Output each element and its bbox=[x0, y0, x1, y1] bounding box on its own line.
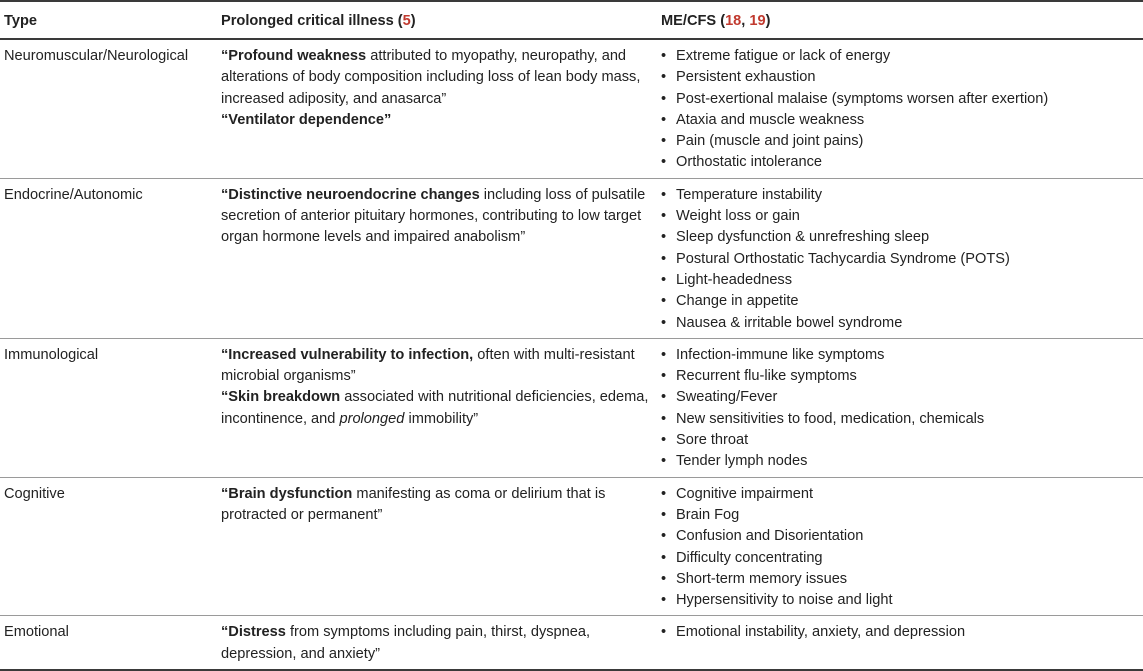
list-item bbox=[661, 110, 1137, 131]
symptom-list bbox=[661, 345, 1137, 473]
bullet-icon: • bbox=[661, 432, 667, 449]
cell-type: Endocrine/Autonomic bbox=[0, 178, 215, 338]
symptom-text: Ataxia and muscle weakness bbox=[676, 111, 865, 128]
cell-prolonged-critical-illness bbox=[215, 39, 655, 178]
header-me-cfs bbox=[655, 1, 1143, 39]
ref-link-5[interactable]: 5 bbox=[402, 12, 411, 29]
pci-description: associated with nutritional deficiencies, edema, incontinence, and bbox=[221, 389, 649, 427]
pci-paragraph bbox=[221, 387, 649, 430]
symptom-list bbox=[661, 185, 1137, 334]
bullet-icon: • bbox=[661, 293, 667, 310]
symptom-text: Emotional instability, anxiety, and depression bbox=[676, 624, 966, 641]
list-item bbox=[661, 270, 1137, 291]
list-item bbox=[661, 387, 1137, 408]
list-item bbox=[661, 313, 1137, 334]
list-item bbox=[661, 206, 1137, 227]
symptom-text: Post-exertional malaise (symptoms worsen after exertion) bbox=[676, 90, 1049, 107]
bullet-icon: • bbox=[661, 389, 667, 406]
cell-type: Neuromuscular/Neurological bbox=[0, 39, 215, 178]
table-row bbox=[0, 338, 1143, 477]
table-header bbox=[0, 1, 1143, 39]
symptom-text: Infection-immune like symptoms bbox=[676, 346, 885, 363]
list-item bbox=[661, 185, 1137, 206]
list-item bbox=[661, 345, 1137, 366]
symptom-text: Nausea & irritable bowel syndrome bbox=[676, 314, 903, 331]
list-item bbox=[661, 249, 1137, 270]
bullet-icon: • bbox=[661, 453, 667, 470]
bullet-icon: • bbox=[661, 346, 667, 363]
pci-italic: prolonged bbox=[339, 410, 405, 427]
bullet-icon: • bbox=[661, 314, 667, 331]
list-item bbox=[661, 46, 1137, 67]
me-title: ME/CFS bbox=[661, 12, 717, 29]
header-type: Type bbox=[0, 1, 215, 39]
cell-type: Cognitive bbox=[0, 477, 215, 616]
list-item bbox=[661, 366, 1137, 387]
pci-paragraph bbox=[221, 622, 649, 665]
symptom-list bbox=[661, 622, 1137, 643]
symptom-text: Temperature instability bbox=[676, 186, 823, 203]
symptom-text: Extreme fatigue or lack of energy bbox=[676, 48, 891, 64]
symptom-text: Short-term memory issues bbox=[676, 570, 848, 587]
bullet-icon: • bbox=[661, 186, 667, 203]
symptom-text: Difficulty concentrating bbox=[676, 549, 823, 566]
symptom-text: Brain Fog bbox=[676, 506, 740, 523]
bullet-icon: • bbox=[661, 208, 667, 225]
cell-prolonged-critical-illness bbox=[215, 178, 655, 338]
symptom-list bbox=[661, 484, 1137, 612]
bullet-icon: • bbox=[661, 549, 667, 566]
symptom-list bbox=[661, 46, 1137, 174]
pci-description: attributed to myopathy, neuropathy, and alterations of body composition including loss of lean body mass, increased adiposity, and anasarca” bbox=[221, 48, 641, 107]
cell-prolonged-critical-illness bbox=[215, 477, 655, 616]
table-body bbox=[0, 39, 1143, 670]
pci-description: from symptoms including pain, thirst, dyspnea, depression, and anxiety” bbox=[221, 624, 591, 662]
pci-description: manifesting as coma or delirium that is protracted or permanent” bbox=[221, 485, 606, 523]
bullet-icon: • bbox=[661, 485, 667, 502]
symptom-text: Recurrent flu-like symptoms bbox=[676, 368, 857, 385]
symptom-text: Sweating/Fever bbox=[676, 389, 778, 406]
bullet-icon: • bbox=[661, 69, 667, 86]
list-item bbox=[661, 131, 1137, 152]
bullet-icon: • bbox=[661, 229, 667, 246]
list-item bbox=[661, 409, 1137, 430]
cell-prolonged-critical-illness bbox=[215, 338, 655, 477]
list-item bbox=[661, 569, 1137, 590]
symptom-text: Change in appetite bbox=[676, 293, 799, 310]
pci-paragraph bbox=[221, 46, 649, 110]
symptom-text: Weight loss or gain bbox=[676, 208, 800, 225]
pci-key-term: “Ventilator dependence” bbox=[221, 111, 392, 128]
table-row bbox=[0, 178, 1143, 338]
symptom-text: Confusion and Disorientation bbox=[676, 528, 864, 545]
pci-close: ) bbox=[410, 12, 416, 29]
cell-me-cfs bbox=[655, 477, 1143, 616]
list-item bbox=[661, 622, 1137, 643]
table-row bbox=[0, 616, 1143, 670]
pci-paragraph bbox=[221, 345, 649, 388]
pci-description-end: immobility” bbox=[404, 410, 479, 427]
symptom-text: Hypersensitivity to noise and light bbox=[676, 592, 893, 609]
list-item bbox=[661, 451, 1137, 472]
bullet-icon: • bbox=[661, 90, 667, 107]
pci-key-term: “Distinctive neuroendocrine changes bbox=[221, 186, 480, 203]
pci-key-term: “Profound weakness bbox=[221, 48, 367, 64]
cell-me-cfs bbox=[655, 616, 1143, 670]
bullet-icon: • bbox=[661, 48, 667, 64]
symptom-text: New sensitivities to food, medication, chemicals bbox=[676, 410, 985, 427]
list-item bbox=[661, 291, 1137, 312]
table-row bbox=[0, 477, 1143, 616]
header-prolonged-critical-illness bbox=[215, 1, 655, 39]
pci-key-term: “Brain dysfunction bbox=[221, 485, 353, 502]
cell-me-cfs bbox=[655, 39, 1143, 178]
table-row bbox=[0, 39, 1143, 178]
pci-paragraph bbox=[221, 110, 649, 131]
bullet-icon: • bbox=[661, 506, 667, 523]
pci-paragraph bbox=[221, 484, 649, 527]
list-item bbox=[661, 227, 1137, 248]
list-item bbox=[661, 526, 1137, 547]
symptom-text: Sleep dysfunction & unrefreshing sleep bbox=[676, 229, 930, 246]
cell-me-cfs bbox=[655, 178, 1143, 338]
symptom-text: Pain (muscle and joint pains) bbox=[676, 133, 864, 150]
pci-key-term: “Distress bbox=[221, 624, 286, 641]
list-item bbox=[661, 89, 1137, 110]
ref-link-19[interactable]: 19 bbox=[749, 12, 766, 29]
me-open: ( bbox=[716, 12, 726, 29]
ref-link-18[interactable]: 18 bbox=[725, 12, 742, 29]
symptom-text: Cognitive impairment bbox=[676, 485, 814, 502]
pci-key-term: “Skin breakdown bbox=[221, 389, 341, 406]
pci-open: ( bbox=[393, 12, 403, 29]
pci-key-term: “Increased vulnerability to infection, bbox=[221, 346, 474, 363]
pci-description: often with multi-resistant microbial organisms” bbox=[221, 346, 635, 385]
bullet-icon: • bbox=[661, 528, 667, 545]
cell-me-cfs bbox=[655, 338, 1143, 477]
list-item bbox=[661, 67, 1137, 88]
cell-prolonged-critical-illness bbox=[215, 616, 655, 670]
symptom-text: Persistent exhaustion bbox=[676, 69, 816, 86]
bullet-icon: • bbox=[661, 592, 667, 609]
bullet-icon: • bbox=[661, 250, 667, 267]
symptom-text: Orthostatic intolerance bbox=[676, 154, 823, 171]
me-close: ) bbox=[765, 12, 771, 29]
symptom-text: Tender lymph nodes bbox=[676, 453, 808, 470]
list-item bbox=[661, 548, 1137, 569]
header-row bbox=[0, 1, 1143, 39]
cell-type: Immunological bbox=[0, 338, 215, 477]
list-item bbox=[661, 152, 1137, 173]
pci-title: Prolonged critical illness bbox=[221, 12, 394, 29]
bullet-icon: • bbox=[661, 624, 667, 641]
bullet-icon: • bbox=[661, 133, 667, 150]
bullet-icon: • bbox=[661, 410, 667, 427]
bullet-icon: • bbox=[661, 368, 667, 385]
list-item bbox=[661, 430, 1137, 451]
pci-paragraph bbox=[221, 185, 649, 249]
symptom-text: Light-headedness bbox=[676, 271, 793, 288]
list-item bbox=[661, 590, 1137, 611]
bullet-icon: • bbox=[661, 154, 667, 171]
cell-type: Emotional bbox=[0, 616, 215, 670]
list-item bbox=[661, 505, 1137, 526]
bullet-icon: • bbox=[661, 111, 667, 128]
bullet-icon: • bbox=[661, 271, 667, 288]
me-sep: , bbox=[741, 12, 750, 29]
pci-description: including loss of pulsatile secretion of anterior pituitary hormones, contributing to low target organ hormone levels and impaired anabolism” bbox=[221, 186, 646, 246]
list-item bbox=[661, 484, 1137, 505]
bullet-icon: • bbox=[661, 570, 667, 587]
symptom-text: Postural Orthostatic Tachycardia Syndrome (POTS) bbox=[676, 250, 1010, 267]
symptom-text: Sore throat bbox=[676, 432, 749, 449]
